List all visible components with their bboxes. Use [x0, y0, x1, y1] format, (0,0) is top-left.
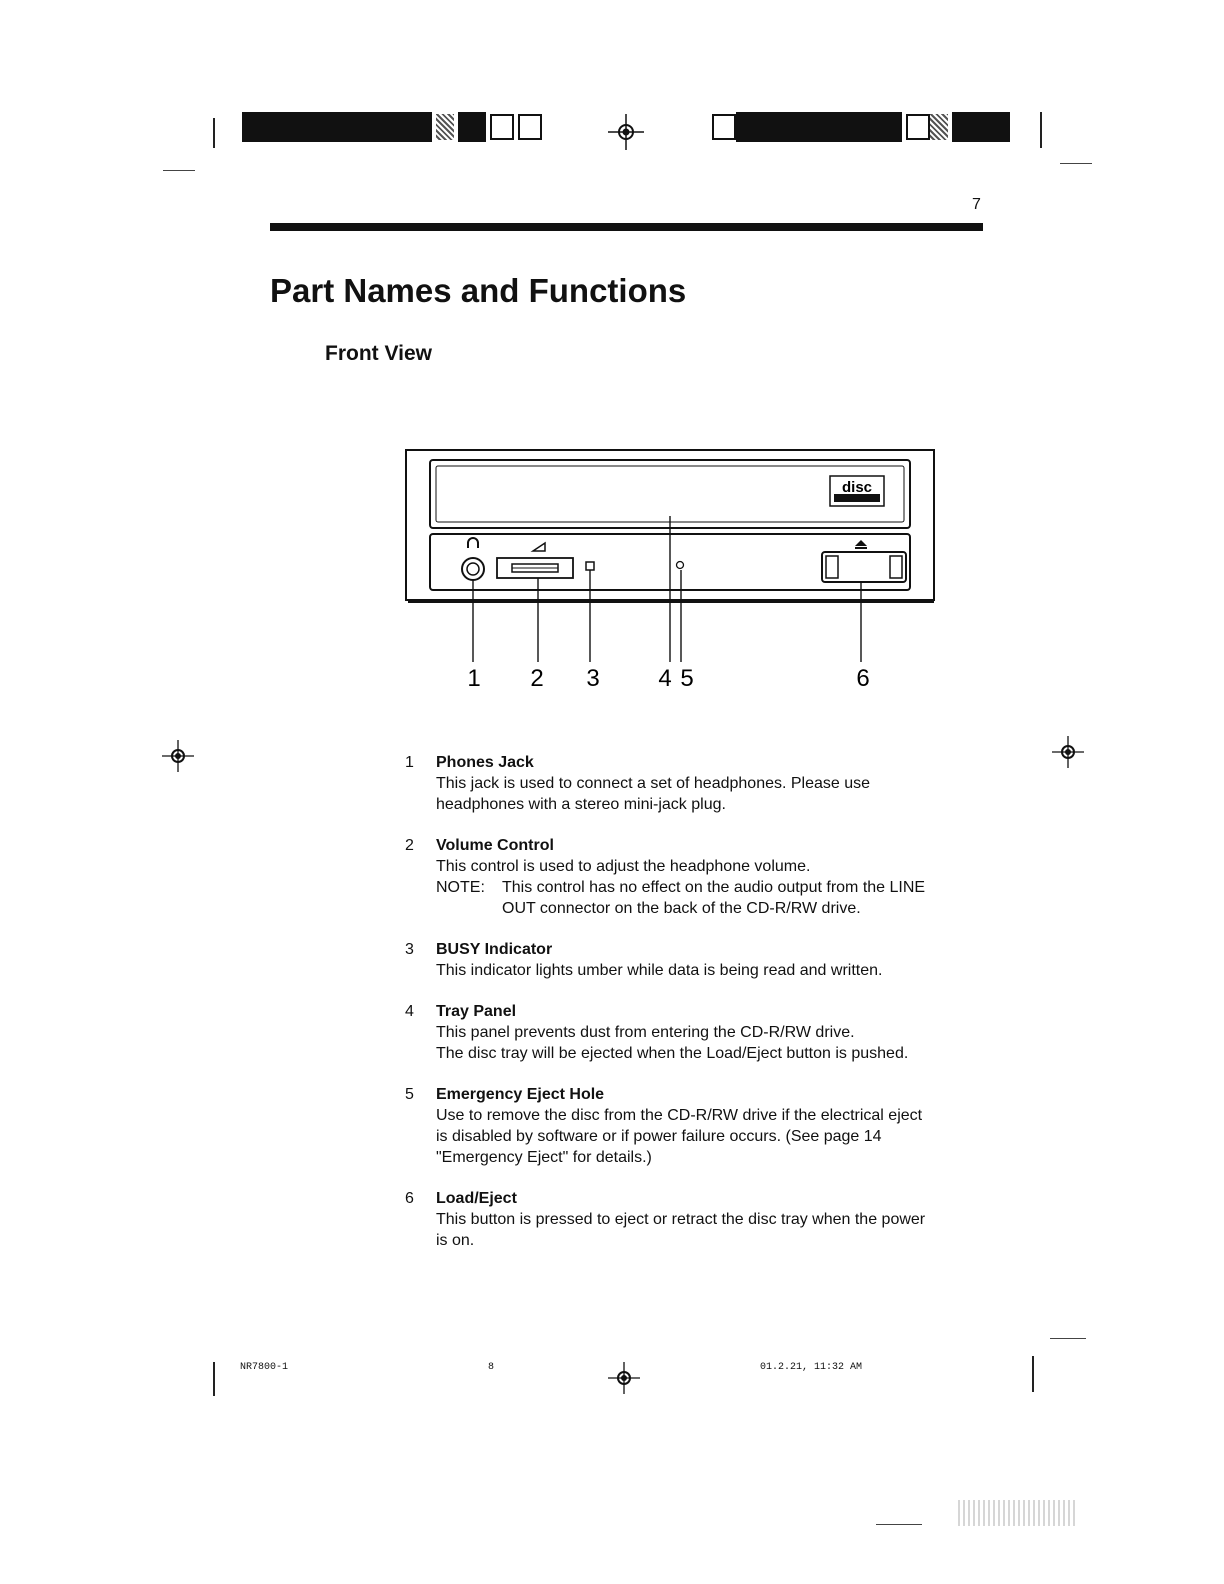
callout-3: 3 — [586, 665, 600, 692]
footer-doc-id: NR7800-1 — [240, 1362, 289, 1373]
section-title: Front View — [325, 342, 432, 365]
registration-bar — [952, 112, 1010, 142]
registration-box — [490, 114, 514, 140]
part-description-line: Use to remove the disc from the CD-R/RW drive if the electrical eject — [436, 1107, 923, 1124]
part-description-line: is disabled by software or if power failure occurs. (See page 14 — [436, 1128, 882, 1145]
part-description-line: This jack is used to connect a set of headphones. Please use — [436, 775, 871, 792]
front-view-diagram — [400, 440, 940, 700]
registration-bar — [458, 112, 486, 142]
part-description-line: "Emergency Eject" for details.) — [436, 1149, 652, 1166]
note-line: OUT connector on the back of the CD-R/RW drive. — [502, 900, 861, 917]
part-description-line: This control is used to adjust the headphone volume. — [436, 858, 811, 875]
registration-pattern — [436, 114, 454, 140]
footer-sheet-number: 8 — [488, 1362, 495, 1373]
crop-mark — [1060, 163, 1092, 164]
registration-bar — [242, 112, 432, 142]
registration-box — [906, 114, 930, 140]
part-item — [405, 835, 1005, 919]
disc-logo — [830, 476, 884, 506]
part-number: 3 — [405, 941, 414, 958]
part-description-line: This panel prevents dust from entering the CD-R/RW drive. — [436, 1024, 855, 1041]
registration-box — [518, 114, 542, 140]
part-number: 4 — [405, 1003, 414, 1020]
footer-timestamp: 01.2.21, 11:32 AM — [760, 1362, 863, 1373]
part-description-line: is on. — [436, 1232, 475, 1249]
part-item — [405, 939, 1005, 981]
part-number: 2 — [405, 837, 414, 854]
callout-2: 2 — [530, 665, 544, 692]
crop-mark — [1032, 1356, 1034, 1392]
disc-logo-text: disc — [841, 479, 873, 496]
callout-6: 6 — [856, 665, 870, 692]
volume-control — [497, 558, 573, 578]
note-label: NOTE: — [436, 879, 485, 896]
part-heading: Volume Control — [436, 837, 554, 854]
note-line: This control has no effect on the audio output from the LINE — [502, 879, 926, 896]
registration-pattern — [930, 114, 948, 140]
callout-1: 1 — [467, 665, 481, 692]
header-rule — [270, 223, 983, 231]
callout-5: 5 — [680, 665, 694, 692]
registration-crosshair-icon — [162, 740, 194, 772]
part-item — [405, 1001, 1005, 1064]
part-heading: Phones Jack — [436, 754, 534, 771]
part-description-line: This indicator lights umber while data is being read and written. — [436, 962, 883, 979]
part-number: 6 — [405, 1190, 414, 1207]
scan-artifact — [876, 1524, 922, 1525]
part-description-line: The disc tray will be ejected when the Load/Eject button is pushed. — [436, 1045, 909, 1062]
part-description-line: headphones with a stereo mini-jack plug. — [436, 796, 726, 813]
crop-mark — [213, 118, 215, 148]
crop-mark — [1050, 1338, 1086, 1339]
load-eject-button — [822, 552, 906, 582]
part-heading: Tray Panel — [436, 1003, 517, 1020]
part-item — [405, 1084, 1005, 1168]
part-heading: Load/Eject — [436, 1190, 517, 1207]
note — [436, 877, 1005, 919]
part-heading: BUSY Indicator — [436, 941, 553, 958]
callout-4: 4 — [658, 665, 672, 692]
part-heading: Emergency Eject Hole — [436, 1086, 605, 1103]
registration-crosshair-icon — [608, 114, 644, 150]
registration-bar — [736, 112, 902, 142]
page-number: 7 — [972, 196, 981, 213]
part-number: 5 — [405, 1086, 414, 1103]
registration-crosshair-icon — [1052, 736, 1084, 768]
registration-box — [712, 114, 736, 140]
crop-mark — [1040, 112, 1042, 148]
part-list — [405, 752, 1005, 1271]
crop-mark — [163, 170, 195, 171]
registration-crosshair-icon — [608, 1362, 640, 1394]
page-title: Part Names and Functions — [270, 272, 687, 309]
scan-noise — [955, 1500, 1075, 1526]
part-item — [405, 752, 1005, 815]
part-description-line: This button is pressed to eject or retract the disc tray when the power — [436, 1211, 926, 1228]
part-item — [405, 1188, 1005, 1251]
crop-mark — [213, 1362, 215, 1396]
part-number: 1 — [405, 754, 414, 771]
